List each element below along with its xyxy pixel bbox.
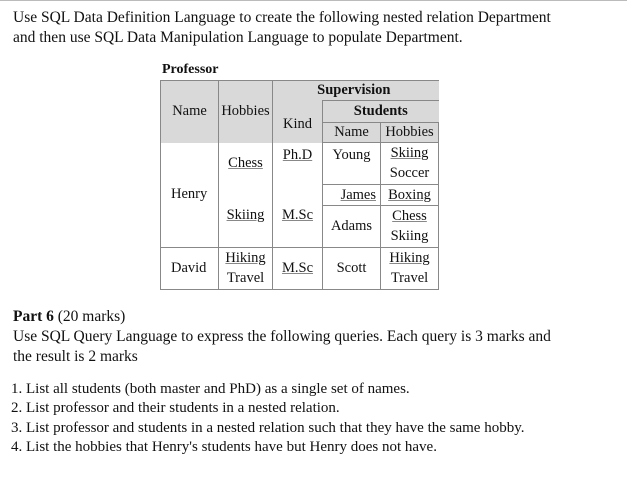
header-hobbies: Hobbies [219, 81, 273, 143]
student-scott: Scott [323, 248, 381, 290]
intro-line-2: and then use SQL Data Manipulation Language to populate Department. [13, 29, 463, 46]
relation-caption: Professor [162, 62, 219, 77]
professor-nested-relation [160, 60, 442, 290]
part6-title: Part 6 [13, 308, 54, 325]
query-item: 2. List professor and their students in a nested relation. [11, 400, 340, 417]
header-student-hobbies: Hobbies [381, 123, 439, 143]
kind-phd: Ph.D [273, 143, 323, 185]
david-hobby-1: Hiking [219, 248, 273, 269]
henry-hobby-1: Chess [219, 143, 273, 185]
professor-name-henry: Henry [161, 143, 219, 248]
query-list [11, 380, 525, 458]
part6-desc-1: Use SQL Query Language to express the following queries. Each query is 3 marks and [13, 328, 551, 345]
query-item: 1. List all students (both master and PhD) as a single set of names. [11, 381, 410, 397]
part6-desc-2: the result is 2 marks [13, 348, 138, 365]
nested-table [160, 80, 439, 290]
header-kind: Kind [273, 101, 323, 143]
james-hobby-1: Boxing [381, 185, 439, 206]
student-james: James [323, 185, 381, 206]
part6-marks: (20 marks) [57, 308, 126, 325]
intro-line-1: Use SQL Data Definition Language to create the following nested relation Department [13, 9, 551, 26]
header-students: Students [323, 101, 439, 123]
top-rule [0, 0, 627, 1]
david-hobby-2: Travel [219, 269, 273, 290]
header-supervision: Supervision [273, 81, 439, 101]
header-student-name: Name [323, 123, 381, 143]
scott-hobby-1: Hiking [381, 248, 439, 269]
young-hobby-2: Soccer [381, 164, 439, 185]
header-name: Name [161, 81, 219, 143]
student-young: Young [323, 143, 381, 185]
part6-heading [13, 307, 125, 327]
adams-hobby-1: Chess [381, 206, 439, 227]
adams-hobby-2: Skiing [381, 227, 439, 248]
student-adams: Adams [323, 206, 381, 248]
henry-hobby-2: Skiing [219, 185, 273, 248]
scott-hobby-2: Travel [381, 269, 439, 290]
professor-name-david: David [161, 248, 219, 290]
young-hobby-1: Skiing [381, 143, 439, 164]
kind-msc-david: M.Sc [273, 248, 323, 290]
query-item: 3. List professor and students in a nested relation such that they have the same hobby. [11, 419, 525, 436]
kind-msc-henry: M.Sc [273, 185, 323, 248]
query-item: 4. List the hobbies that Henry's students have but Henry does not have. [11, 439, 437, 456]
